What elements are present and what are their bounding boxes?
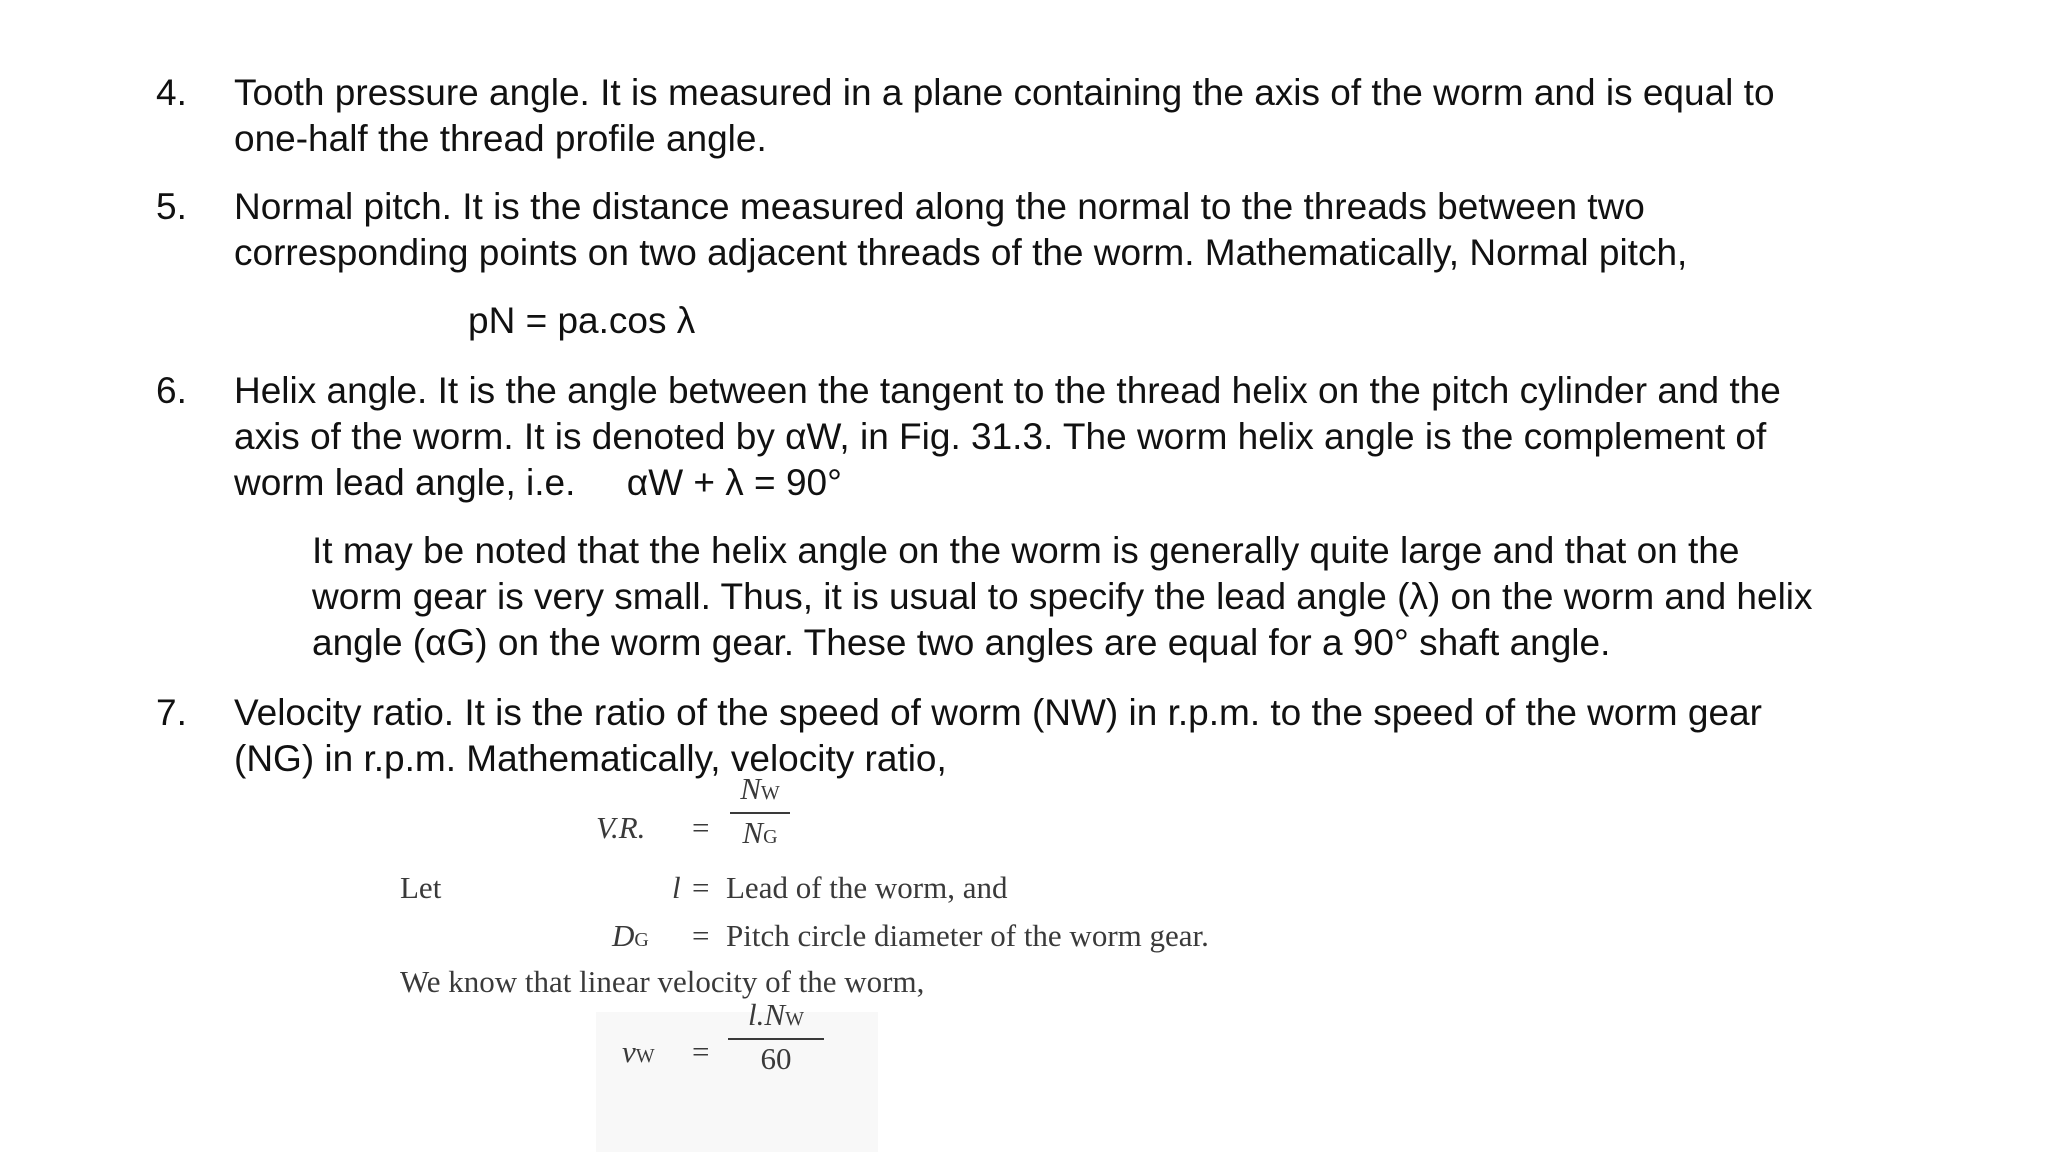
equals-sign: = [692,870,710,905]
item-line: worm lead angle, i.e. αW + λ = 90° [234,462,842,503]
item-line: (NG) in r.p.m. Mathematically, velocity ratio, [234,738,947,779]
let-label: Let [400,870,442,905]
dg-definition: Pitch circle diameter of the worm gear. [726,918,1209,953]
item-line: Tooth pressure angle. It is measured in a plane containing the axis of the worm and is equal to [234,72,1775,113]
vw-fraction [728,998,824,1076]
fraction-bar [730,812,790,814]
item-number: 6. [156,370,187,411]
normal-pitch-formula: pN = pa.cos λ [468,300,696,341]
note-line: It may be noted that the helix angle on the worm is generally quite large and that on the [312,530,1740,571]
vr-fraction [730,772,790,854]
item-line: one-half the thread profile angle. [234,118,767,159]
item-number: 7. [156,692,187,733]
lead-symbol: l [672,870,681,905]
equals-sign: = [692,810,710,845]
fraction-denominator: NG [742,815,778,850]
know-statement: We know that linear velocity of the worm, [400,964,925,999]
fraction-numerator: l.NW [748,997,804,1032]
item-line: Normal pitch. It is the distance measured along the normal to the threads between two [234,186,1645,227]
fraction-denominator: 60 [760,1041,792,1076]
lead-definition: Lead of the worm, and [726,870,1008,905]
fraction-bar [728,1038,824,1040]
item-number: 5. [156,186,187,227]
vr-label: V.R. [596,810,646,845]
dg-symbol: DG [612,918,649,953]
item-text [234,368,1924,506]
note-paragraph [312,528,1922,666]
scanned-excerpt [400,771,1209,1152]
item-number: 4. [156,72,187,113]
item-text [234,70,1924,162]
fraction-numerator: NW [740,771,780,806]
vw-symbol: vW [622,1034,655,1069]
equals-sign: = [692,1034,710,1069]
item-line: Helix angle. It is the angle between the tangent to the thread helix on the pitch cylinder and the [234,370,1781,411]
item-line: axis of the worm. It is denoted by αW, in Fig. 31.3. The worm helix angle is the complement of [234,416,1767,457]
item-line: Velocity ratio. It is the ratio of the speed of worm (NW) in r.p.m. to the speed of the worm gear [234,692,1762,733]
note-line: worm gear is very small. Thus, it is usual to specify the lead angle (λ) on the worm and helix [312,576,1813,617]
item-line: corresponding points on two adjacent threads of the worm. Mathematically, Normal pitch, [234,232,1688,273]
equals-sign: = [692,918,710,953]
item-text [234,184,1924,276]
note-line: angle (αG) on the worm gear. These two angles are equal for a 90° shaft angle. [312,622,1611,663]
item-text [234,690,1924,782]
